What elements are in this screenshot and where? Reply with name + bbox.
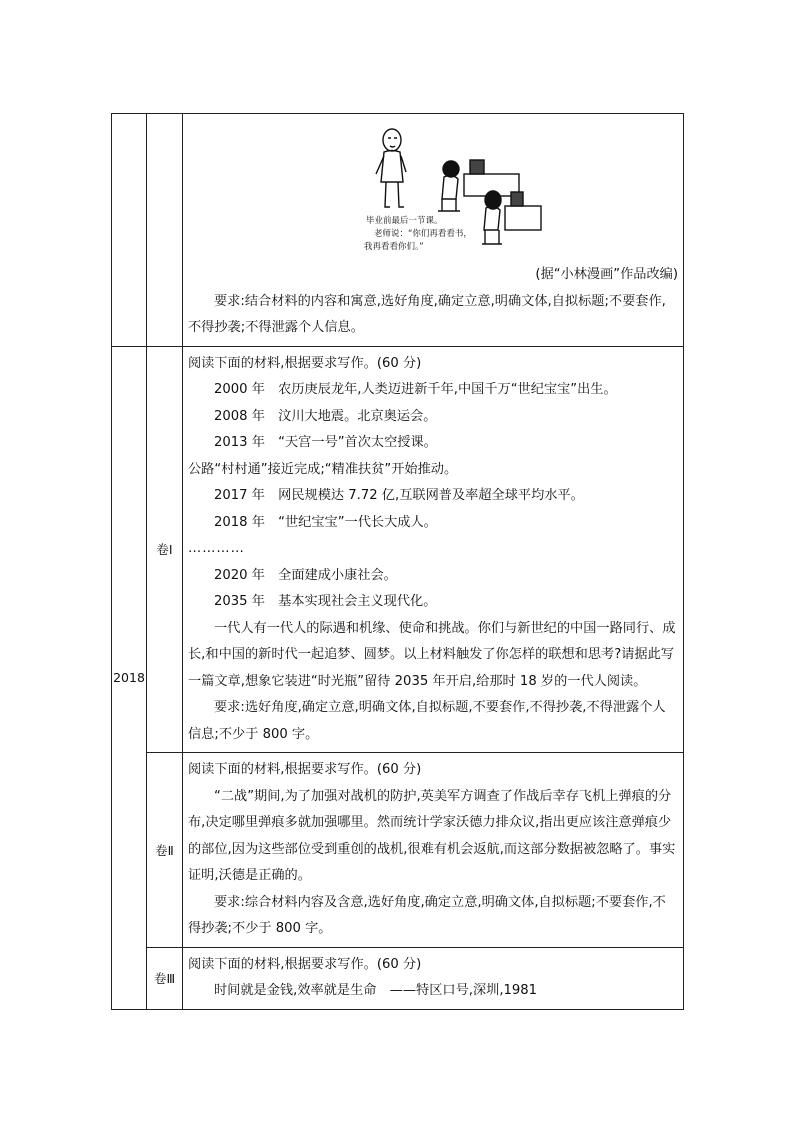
paper-1-cell — [183, 346, 684, 753]
row-paper-3 — [112, 947, 684, 1009]
paper-label-1: 卷Ⅰ — [147, 346, 183, 753]
paper-3-intro: 阅读下面的材料,根据要求写作。(60 分) — [188, 956, 422, 972]
cartoon-caption-line-2: 老师说：“你们再看看书， — [374, 229, 472, 239]
timeline-continuation: 公路“村村通”接近完成;“精准扶贫”开始推动。 — [188, 461, 458, 477]
paper-2-body: “二战”期间,为了加强对战机的防护,英美军方调查了作战后幸存飞机上弹痕的分布,决定哪里弹痕多就加强哪里。然而统计学家沃德力排众议,指出更应该注意弹痕少的部位,因为这些部位受到重创的战机,很难有机会返航,而这部分数据被忽略了。事实证明,沃德是正确的。 — [188, 788, 676, 883]
year-cell-empty — [112, 114, 147, 347]
cartoon-prompt-cell — [183, 114, 684, 347]
top-requirement: 要求:结合材料的内容和寓意,选好角度,确定立意,明确文体,自拟标题;不要套作,不得抄袭;不得泄露个人信息。 — [188, 293, 666, 335]
paper-label-2: 卷Ⅱ — [147, 753, 183, 948]
timeline-item: 2017 年 网民规模达 7.72 亿,互联网普及率超全球平均水平。 — [214, 488, 584, 503]
paper-1-intro: 阅读下面的材料,根据要求写作。(60 分) — [188, 355, 422, 371]
paper-3-cell — [183, 947, 684, 1009]
row-cartoon-prompt — [112, 114, 684, 347]
row-paper-2 — [112, 753, 684, 948]
paper-2-requirement: 要求:综合材料内容及含意,选好角度,确定立意,明确文体,自拟标题;不要套作,不得抄袭;不少于 800 字。 — [188, 894, 666, 936]
paper-cell-empty — [147, 114, 183, 347]
paper-label-3: 卷Ⅲ — [147, 947, 183, 1009]
timeline-item: 2018 年 “世纪宝宝”一代长大成人。 — [214, 514, 437, 530]
ellipsis-line: ………… — [188, 541, 245, 556]
cartoon-illustration — [364, 122, 544, 262]
paper-3-line-1: 时间就是金钱,效率就是生命 ——特区口号,深圳,1981 — [214, 983, 538, 998]
cartoon-caption-line-3: 我再看看你们。” — [364, 242, 424, 252]
timeline-item: 2000 年 农历庚辰龙年,人类迈进新千年,中国千万“世纪宝宝”出生。 — [214, 382, 617, 397]
cartoon-source: (据“小林漫画”作品改编) — [535, 267, 678, 282]
year-cell: 2018 — [112, 346, 147, 1009]
paper-2-cell — [183, 753, 684, 948]
cartoon-caption-line-1: 毕业前最后一节课。 — [366, 216, 443, 226]
timeline-item: 2035 年 基本实现社会主义现代化。 — [214, 594, 437, 609]
timeline-item: 2008 年 汶川大地震。北京奥运会。 — [214, 408, 437, 424]
row-paper-1 — [112, 346, 684, 753]
essay-prompts-table — [111, 113, 684, 1010]
timeline-item: 2013 年 “天宫一号”首次太空授课。 — [214, 435, 437, 450]
timeline-item: 2020 年 全面建成小康社会。 — [214, 567, 397, 583]
paper-1-requirement: 要求:选好角度,确定立意,明确文体,自拟标题,不要套作,不得抄袭,不得泄露个人信息;不少于 800 字。 — [188, 700, 666, 742]
paper-2-intro: 阅读下面的材料,根据要求写作。(60 分) — [188, 762, 422, 777]
paper-1-body: 一代人有一代人的际遇和机缘、使命和挑战。你们与新世纪的中国一路同行、成长,和中国的新时代一起追梦、圆梦。以上材料触发了你怎样的联想和思考?请据此写一篇文章,想象它装进“时光瓶”留待 2035 年开启,给那时 18 岁的一代人阅读。 — [188, 620, 676, 689]
